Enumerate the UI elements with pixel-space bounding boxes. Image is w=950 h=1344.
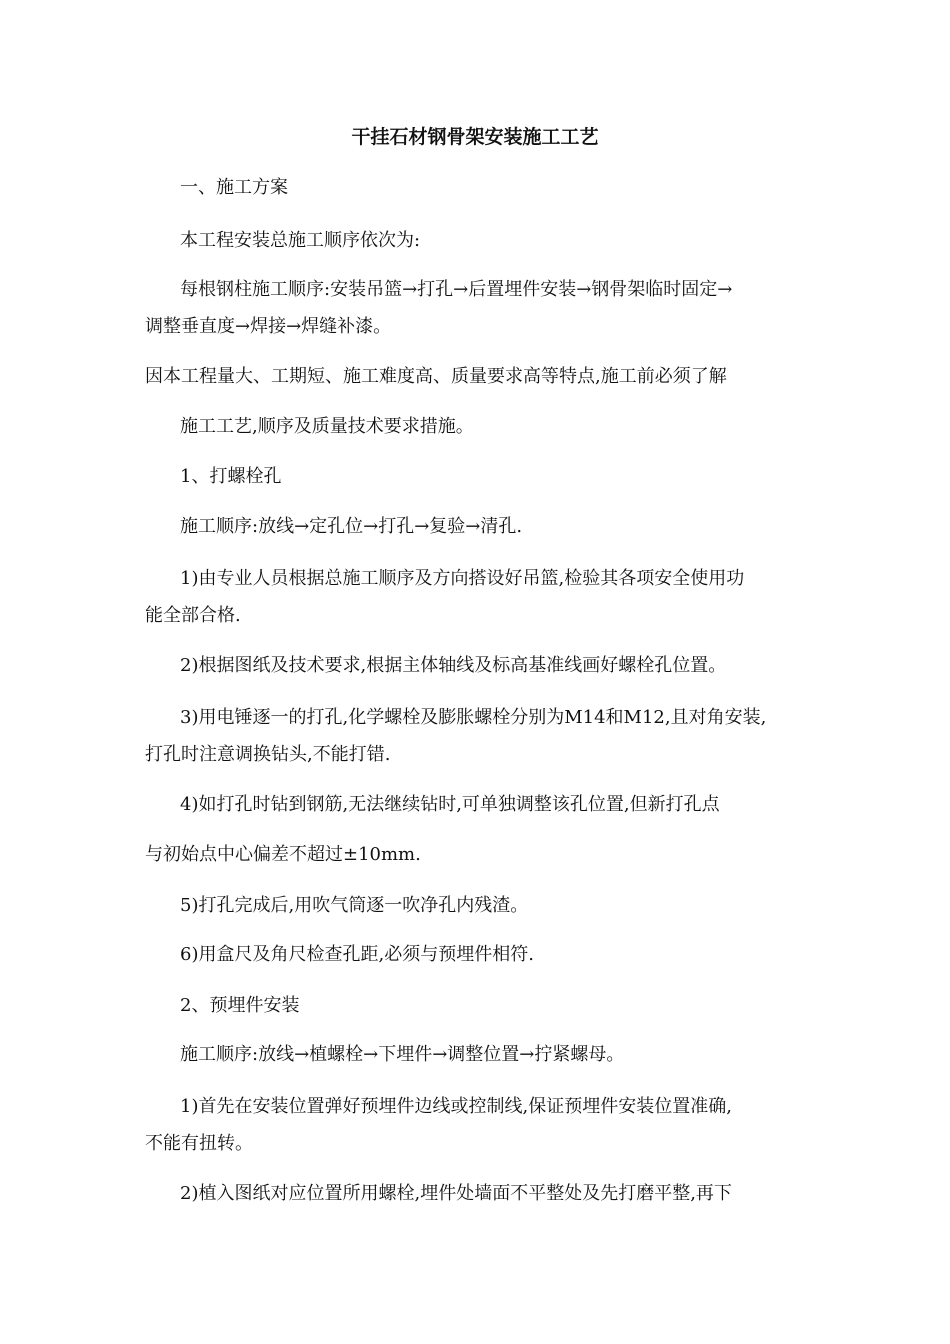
paragraph-line: 本工程安装总施工顺序依次为: xyxy=(180,230,421,251)
list-item: 4)如打孔时钻到钢筋,无法继续钻时,可单独调整该孔位置,但新打孔点 xyxy=(180,794,720,815)
paragraph-line: 打孔时注意调换钻头,不能打错. xyxy=(145,744,391,765)
list-item: 3)用电锤逐一的打孔,化学螺栓及膨胀螺栓分别为M14和M12,且对角安装, xyxy=(180,707,767,728)
list-item: 6)用盒尺及角尺检查孔距,必须与预埋件相符. xyxy=(180,944,534,965)
list-item: 1)由专业人员根据总施工顺序及方向搭设好吊篮,检验其各项安全使用功 xyxy=(180,568,745,589)
document-title: 干挂石材钢骨架安装施工工艺 xyxy=(351,126,599,148)
list-item: 2)根据图纸及技术要求,根据主体轴线及标高基准线画好螺栓孔位置。 xyxy=(180,655,727,676)
paragraph-line: 不能有扭转。 xyxy=(145,1133,253,1154)
paragraph-line: 施工工艺,顺序及质量技术要求措施。 xyxy=(180,416,474,437)
list-item: 2)植入图纸对应位置所用螺栓,埋件处墙面不平整处及先打磨平整,再下 xyxy=(180,1183,732,1204)
section-heading: 一、施工方案 xyxy=(180,177,288,198)
paragraph-line: 施工顺序:放线→植螺栓→下埋件→调整位置→拧紧螺母。 xyxy=(180,1044,625,1065)
list-item: 1)首先在安装位置弹好预埋件边线或控制线,保证预埋件安装位置准确, xyxy=(180,1096,732,1117)
paragraph-line: 施工顺序:放线→定孔位→打孔→复验→清孔. xyxy=(180,516,523,537)
list-item: 5)打孔完成后,用吹气筒逐一吹净孔内残渣。 xyxy=(180,895,529,916)
subsection-heading: 2、预埋件安装 xyxy=(180,995,300,1016)
paragraph-line: 调整垂直度→焊接→焊缝补漆。 xyxy=(145,316,392,337)
paragraph-line: 因本工程量大、工期短、施工难度高、质量要求高等特点,施工前必须了解 xyxy=(145,366,727,387)
subsection-heading: 1、打螺栓孔 xyxy=(180,466,282,487)
paragraph-line: 与初始点中心偏差不超过±10mm. xyxy=(145,844,421,865)
paragraph-line: 能全部合格. xyxy=(145,605,241,626)
paragraph-line: 每根钢柱施工顺序:安装吊篮→打孔→后置埋件安装→钢骨架临时固定→ xyxy=(180,279,733,300)
